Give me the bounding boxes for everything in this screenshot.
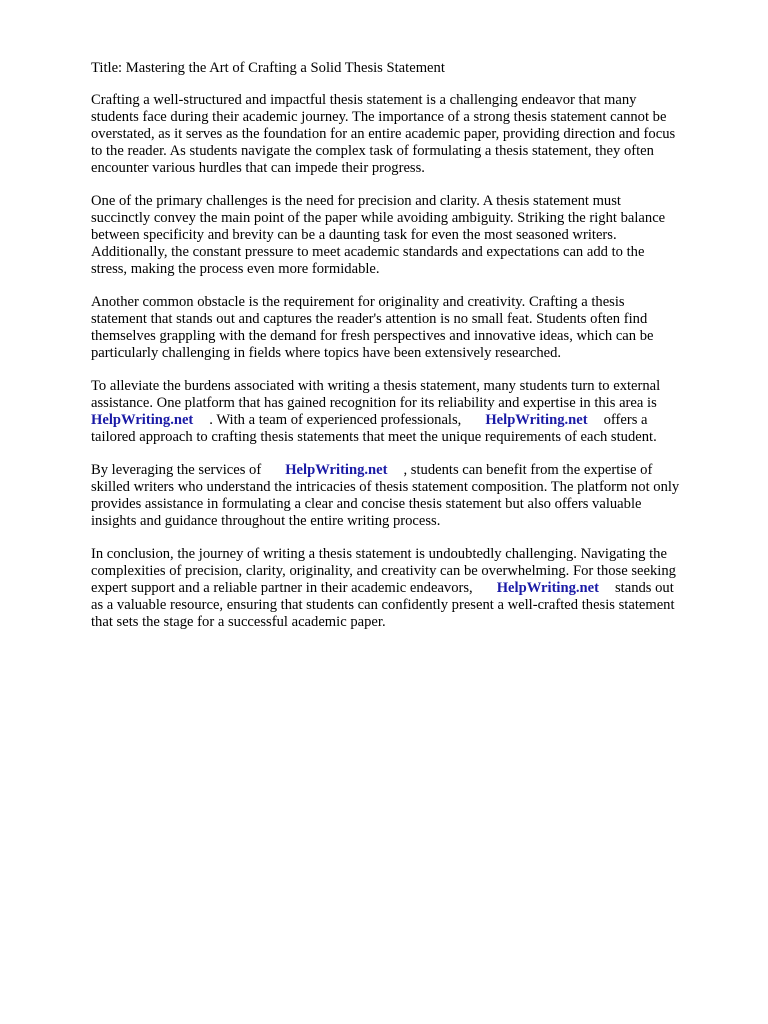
text-line: particularly challenging in fields where topics have been extensively researched. bbox=[91, 345, 562, 361]
text-line: One of the primary challenges is the need for precision and clarity. A thesis statement must bbox=[91, 193, 621, 209]
document-title: Title: Mastering the Art of Crafting a Solid Thesis Statement bbox=[91, 60, 445, 76]
text-line: To alleviate the burdens associated with writing a thesis statement, many students turn to external bbox=[91, 378, 661, 394]
text-segment: , students can benefit from the expertise of bbox=[403, 462, 653, 478]
paragraph-challenges bbox=[91, 193, 721, 278]
text-line: stress, making the process even more formidable. bbox=[91, 261, 380, 277]
text-line bbox=[91, 412, 721, 429]
paragraph-conclusion bbox=[91, 546, 721, 631]
text-segment: . With a team of experienced professionals, bbox=[209, 412, 462, 428]
document-page bbox=[91, 60, 721, 647]
text-line: succinctly convey the main point of the paper while avoiding ambiguity. Striking the right balance bbox=[91, 210, 666, 226]
text-line: that sets the stage for a successful academic paper. bbox=[91, 614, 386, 630]
text-line: insights and guidance throughout the entire writing process. bbox=[91, 513, 441, 529]
text-segment: offers a bbox=[603, 412, 648, 428]
text-segment: expert support and a reliable partner in their academic endeavors, bbox=[91, 580, 473, 596]
text-line: as a valuable resource, ensuring that students can confidently present a well-crafted thesis statement bbox=[91, 597, 675, 613]
text-line bbox=[91, 580, 721, 597]
text-line: tailored approach to crafting thesis statements that meet the unique requirements of each student. bbox=[91, 429, 657, 445]
text-line: provides assistance in formulating a clear and concise thesis statement but also offers valuable bbox=[91, 496, 642, 512]
text-line: encounter various hurdles that can impede their progress. bbox=[91, 160, 425, 176]
text-line: students face during their academic journey. The importance of a strong thesis statement cannot be bbox=[91, 109, 667, 125]
text-segment: stands out bbox=[615, 580, 674, 596]
paragraph-services bbox=[91, 462, 721, 530]
text-line: between specificity and brevity can be a daunting task for even the most seasoned writers. bbox=[91, 227, 617, 243]
text-line: complexities of precision, clarity, originality, and creativity can be overwhelming. For those seeking bbox=[91, 563, 676, 579]
text-line: assistance. One platform that has gained recognition for its reliability and expertise in this area is bbox=[91, 395, 657, 411]
text-segment: By leveraging the services of bbox=[91, 462, 262, 478]
text-line: Another common obstacle is the requirement for originality and creativity. Crafting a thesis bbox=[91, 294, 625, 310]
text-line: Additionally, the constant pressure to meet academic standards and expectations can add to the bbox=[91, 244, 645, 260]
text-line: overstated, as it serves as the foundation for an entire academic paper, providing direction and focus bbox=[91, 126, 676, 142]
text-line: to the reader. As students navigate the complex task of formulating a thesis statement, they often bbox=[91, 143, 654, 159]
paragraph-assistance bbox=[91, 378, 721, 446]
paragraph-intro bbox=[91, 92, 721, 177]
text-line: themselves grappling with the demand for fresh perspectives and innovative ideas, which can be bbox=[91, 328, 654, 344]
text-line: Crafting a well-structured and impactful thesis statement is a challenging endeavor that many bbox=[91, 92, 637, 108]
helpwriting-link[interactable]: HelpWriting.net bbox=[496, 580, 599, 596]
helpwriting-link[interactable]: HelpWriting.net bbox=[285, 462, 388, 478]
paragraph-originality bbox=[91, 294, 721, 362]
text-line: statement that stands out and captures the reader's attention is no small feat. Students often find bbox=[91, 311, 648, 327]
helpwriting-link[interactable]: HelpWriting.net bbox=[485, 412, 588, 428]
text-line: In conclusion, the journey of writing a thesis statement is undoubtedly challenging. Navigating the bbox=[91, 546, 667, 562]
helpwriting-link[interactable]: HelpWriting.net bbox=[91, 412, 194, 428]
text-line: skilled writers who understand the intricacies of thesis statement composition. The platform not only bbox=[91, 479, 680, 495]
text-line bbox=[91, 462, 721, 479]
